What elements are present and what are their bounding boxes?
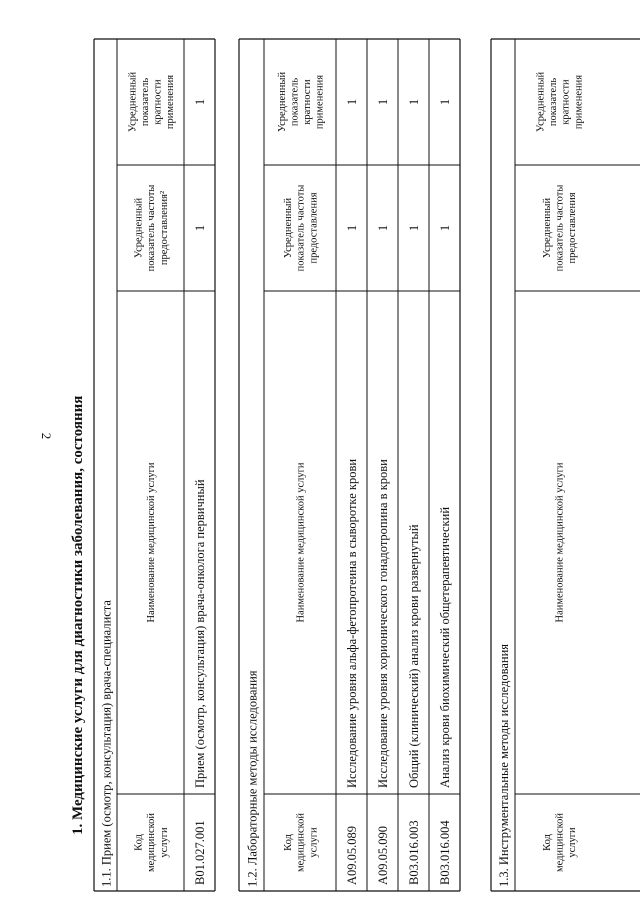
- table-row: [398, 39, 421, 891]
- frequency-value: 1: [193, 224, 207, 232]
- multiplicity-value: 1: [193, 98, 207, 106]
- table-row: [429, 39, 452, 891]
- table-caption: 1.3. Инструментальные методы исследования: [497, 643, 511, 887]
- frequency-value: 1: [438, 224, 452, 232]
- page-number: 2: [39, 432, 54, 440]
- section-title: 1. Медицинские услуги для диагностики заболевания, состояния: [70, 395, 86, 835]
- table-2: [239, 39, 460, 891]
- header-cell-code: Код медицинской услуги: [133, 812, 170, 873]
- header-cell-name: Наименование медицинской услуги: [295, 462, 307, 623]
- service-name: Исследование уровня хорионического гонадотропина в крови: [376, 459, 390, 788]
- service-code: B03.016.004: [438, 820, 452, 885]
- service-code: B03.016.003: [407, 820, 421, 885]
- service-name: Общий (клинический) анализ крови развернутый: [407, 524, 421, 788]
- service-name: Прием (осмотр, консультация) врача-онколога первичный: [193, 479, 207, 788]
- table-caption: 1.2. Лабораторные методы исследования: [245, 670, 260, 887]
- header-cell-code: Код медицинской услуги: [283, 812, 320, 873]
- header-cell-mult: Усредненный показатель кратности применения: [127, 71, 177, 133]
- table-row: [367, 39, 390, 891]
- tables: [94, 39, 640, 891]
- header-cell-mult: Усредненный показатель кратности применения: [535, 71, 585, 133]
- frequency-value: 1: [376, 224, 390, 232]
- service-code: A09.05.090: [376, 825, 390, 885]
- header-cell-freq: Усредненный показатель частоты предоставления²: [133, 184, 170, 272]
- table-caption: 1.1. Прием (осмотр, консультация) врача-специалиста: [99, 600, 114, 887]
- header-cell-mult: Усредненный показатель кратности применения: [276, 71, 326, 133]
- table-row: [193, 99, 207, 885]
- table-3: [491, 39, 640, 891]
- header-cell-name: Наименование медицинской услуги: [146, 462, 158, 623]
- table-row: [345, 99, 359, 885]
- table-1: [94, 39, 215, 891]
- header-cell-freq: Усредненный показатель частоты предоставления: [283, 184, 320, 272]
- multiplicity-value: 1: [407, 98, 421, 106]
- service-name: Анализ крови биохимический общетерапевтический: [438, 506, 452, 788]
- header-cell-name: Наименование медицинской услуги: [554, 462, 566, 623]
- service-code: B01.027.001: [193, 820, 207, 885]
- service-name: Исследование уровня альфа-фетопротеина в сыворотке крови: [345, 458, 359, 788]
- header-cell-freq: Усредненный показатель частоты предоставления: [541, 184, 579, 272]
- multiplicity-value: 1: [345, 98, 359, 106]
- multiplicity-value: 1: [438, 98, 452, 106]
- frequency-value: 1: [345, 224, 359, 232]
- frequency-value: 1: [407, 224, 421, 232]
- service-code: A09.05.089: [345, 825, 359, 885]
- header-cell-code: Код медицинской услуги: [541, 812, 579, 873]
- multiplicity-value: 1: [376, 98, 390, 106]
